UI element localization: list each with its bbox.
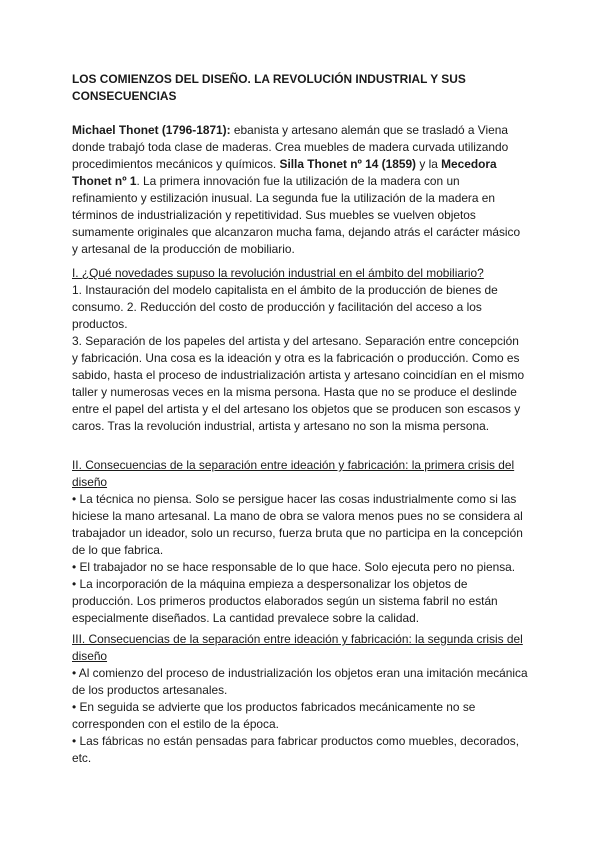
section-1-paragraph: 1. Instauración del modelo capitalista en el ámbito de la producción de bienes de consumo. 2. Reducción del costo de producción y facilitación del acceso a los productos. xyxy=(72,283,498,331)
bullet-item: • La técnica no piensa. Solo se persigue hacer las cosas industrialmente como si las hiciese la mano artesanal. La mano de obra se valora menos pues no se considera al trabajador un ideador, solo un recurso, fuerza bruta que no participa en la concepción de lo que fabrica. xyxy=(72,492,523,557)
bullet-item: • El trabajador no se hace responsable de lo que hace. Solo ejecuta pero no piensa. xyxy=(72,560,516,574)
section-1 xyxy=(72,265,528,435)
intro-paragraph xyxy=(72,122,528,258)
bullet-item: • Al comienzo del proceso de industrialización los objetos eran una imitación mecánica de los productos artesanales. xyxy=(72,666,528,697)
section-3-heading: III. Consecuencias de la separación entre ideación y fabricación: la segunda crisis del diseño xyxy=(72,632,523,663)
bullet-item: • La incorporación de la máquina empieza a despersonalizar los objetos de producción. Los primeros productos elaborados según un sistema fabril no están especialmente diseñados. La cantidad prevalece sobre la calidad. xyxy=(72,577,498,625)
intro-text-1: ebanista y artesano alemán que se trasladó a Viena donde trabajó toda clase de maderas. Crea muebles de madera curvada utilizando procedimientos mecánicos y químicos. xyxy=(72,123,509,171)
rocker-name: Mecedora Thonet nº 1 xyxy=(72,157,497,188)
section-1-heading: I. ¿Qué novedades supuso la revolución industrial en el ámbito del mobiliario? xyxy=(72,266,484,280)
document-title: LOS COMIENZOS DEL DISEÑO. LA REVOLUCIÓN INDUSTRIAL Y SUS CONSECUENCIAS xyxy=(72,72,466,103)
section-2 xyxy=(72,457,528,627)
bullet-item: • En seguida se advierte que los productos fabricados mecánicamente no se corresponden con el estilo de la época. xyxy=(72,700,476,731)
intro-text-2: y la xyxy=(416,157,442,171)
section-1-paragraph: 3. Separación de los papeles del artista y del artesano. Separación entre concepción y fabricación. Una cosa es la ideación y otra es la fabricación o producción. Como es sabido, hasta el proceso de industrialización artista y artesano coincidían en el mismo taller y numerosas veces en la misma persona. Hasta que no se produce el deslinde entre el papel del artista y el del artesano los objetos que se producen son escasos y caros. Tras la revolución industrial, artista y artesano no son la misma persona. xyxy=(72,334,525,433)
chair-name: Silla Thonet nº 14 (1859) xyxy=(279,157,417,171)
intro-text-3: . La primera innovación fue la utilización de la madera con un refinamiento y estilización inusual. La segunda fue la utilización de la madera en términos de industrialización y repetitividad. Sus muebles se vuelven objetos sumamente originales que alcanzaron mucha fama, dejando atrás el carácter másico y artesanal de la producción de mobiliario. xyxy=(72,174,521,256)
section-3 xyxy=(72,631,528,767)
bullet-item: • Las fábricas no están pensadas para fabricar productos como muebles, decorados, etc. xyxy=(72,734,520,765)
person-name: Michael Thonet (1796-1871): xyxy=(72,123,231,137)
section-2-heading: II. Consecuencias de la separación entre ideación y fabricación: la primera crisis del diseño xyxy=(72,458,515,489)
